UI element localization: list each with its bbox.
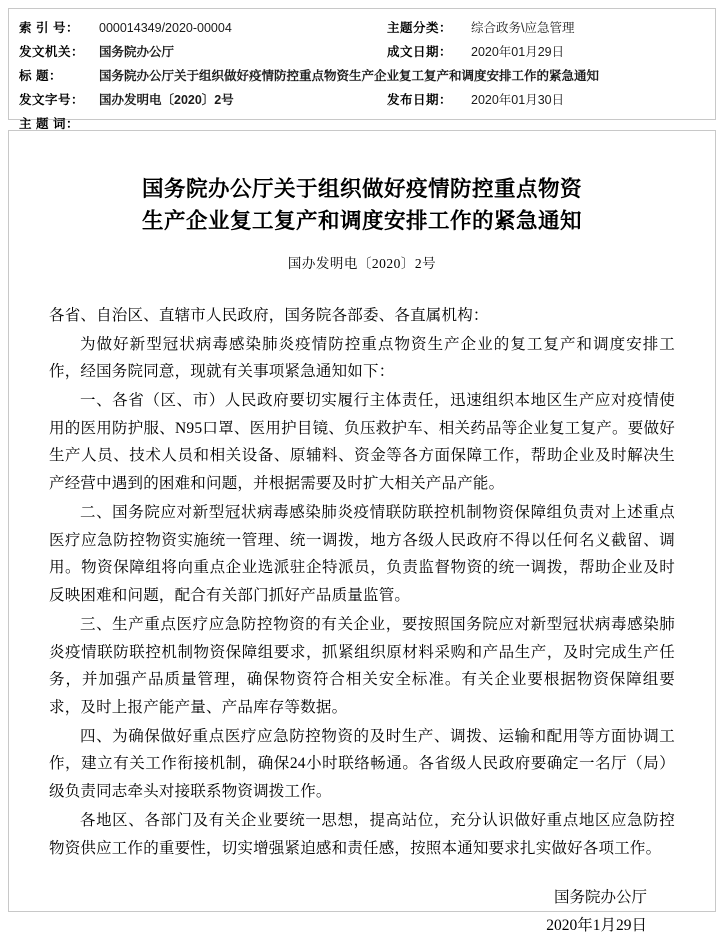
meta-label-title: 标 题： [19, 68, 62, 83]
meta-label-issuing-agency: 发文机关： [19, 44, 85, 59]
page-title-line-1: 国务院办公厅关于组织做好疫情防控重点物资 [141, 177, 582, 201]
page-root [0, 8, 724, 933]
meta-value-category: 综合政务\应急管理 [471, 21, 575, 35]
meta-label-written-date: 成文日期： [387, 44, 453, 59]
paragraph-closing: 各地区、各部门及有关企业要统一思想，提高站位，充分认识做好重点地区应急防控物资供应工作的重要性，切实增强紧迫感和责任感，按照本通知要求扎实做好各项工作。 [49, 812, 675, 857]
meta-label-publish-date: 发布日期： [387, 92, 453, 107]
page-title [49, 173, 675, 238]
paragraph-salutation: 各省、自治区、直辖市人民政府，国务院各部委、各直属机构： [49, 306, 489, 324]
meta-label-index: 索 引 号： [19, 21, 79, 35]
document-content-panel [8, 130, 716, 935]
table-row [19, 17, 705, 41]
table-row [19, 89, 705, 113]
document-metadata-panel [8, 8, 716, 131]
meta-spacer [369, 17, 387, 41]
meta-label-category: 主题分类： [387, 21, 453, 35]
table-row [19, 41, 705, 65]
meta-value-index: 000014349/2020-00004 [99, 21, 232, 35]
document-signature [49, 884, 675, 940]
meta-value-document-number: 国办发明电〔2020〕2号 [99, 92, 234, 107]
signature-date: 2020年1月29日 [546, 917, 647, 935]
paragraph-preamble: 为做好新型冠状病毒感染肺炎疫情防控重点物资生产企业的复工复产和调度安排工作，经国务院同意，现就有关事项紧急通知如下： [49, 335, 675, 381]
meta-value-publish-date: 2020年01月30日 [471, 92, 565, 107]
table-row [19, 65, 705, 89]
page-title-line-2: 生产企业复工复产和调度安排工作的紧急通知 [141, 209, 582, 234]
meta-value-title: 国务院办公厅关于组织做好疫情防控重点物资生产企业复工复产和调度安排工作的紧急通知 [99, 68, 600, 83]
meta-value-written-date: 2020年01月29日 [471, 44, 565, 59]
paragraph-item-1: 一、各省（区、市）人民政府要切实履行主体责任，迅速组织本地区生产应对疫情使用的医用防护服、N95口罩、医用护目镜、负压救护车、相关药品等企业复工复产。要做好生产人员、技术人员和相关设备、原辅料、资金等各方面保障工作，帮助企业及时解决生产经营中遇到的困难和问题，并根据需要及时扩大相关产品产能。 [49, 392, 675, 493]
meta-spacer [369, 41, 387, 65]
metadata-table [19, 17, 705, 136]
meta-value-issuing-agency: 国务院办公厅 [99, 44, 175, 59]
paragraph-item-2: 二、国务院应对新型冠状病毒感染肺炎疫情联防联控机制物资保障组负责对上述重点医疗应急防控物资实施统一管理、统一调拨，地方各级人民政府不得以任何名义截留、调用。物资保障组将向重点企业选派驻企特派员，负责监督物资的统一调拨，帮助企业及时反映困难和问题，配合有关部门抓好产品质量监管。 [49, 504, 675, 604]
meta-label-keywords: 主 题 词： [19, 116, 79, 131]
document-number: 国办发明电〔2020〕2号 [287, 255, 437, 271]
document-body [49, 302, 675, 863]
meta-label-document-number: 发文字号： [19, 92, 85, 107]
paragraph-item-4: 四、为确保做好重点医疗应急防控物资的及时生产、调拨、运输和配用等方面协调工作，建立有关工作衔接机制，确保24小时联络畅通。各省级人民政府要确定一名厅（局）级负责同志牵头对接联系物资调拨工作。 [49, 727, 675, 801]
paragraph-item-3: 三、生产重点医疗应急防控物资的有关企业，要按照国务院应对新型冠状病毒感染肺炎疫情联防联控机制物资保障组要求，抓紧组织原材料采购和产品生产，及时完成生产任务，并加强产品质量管理，确保物资符合相关安全标准。有关企业要根据物资保障组要求，及时上报产能产量、产品库存等数据。 [49, 616, 675, 716]
signature-organization: 国务院办公厅 [553, 889, 647, 907]
meta-spacer [369, 89, 387, 113]
